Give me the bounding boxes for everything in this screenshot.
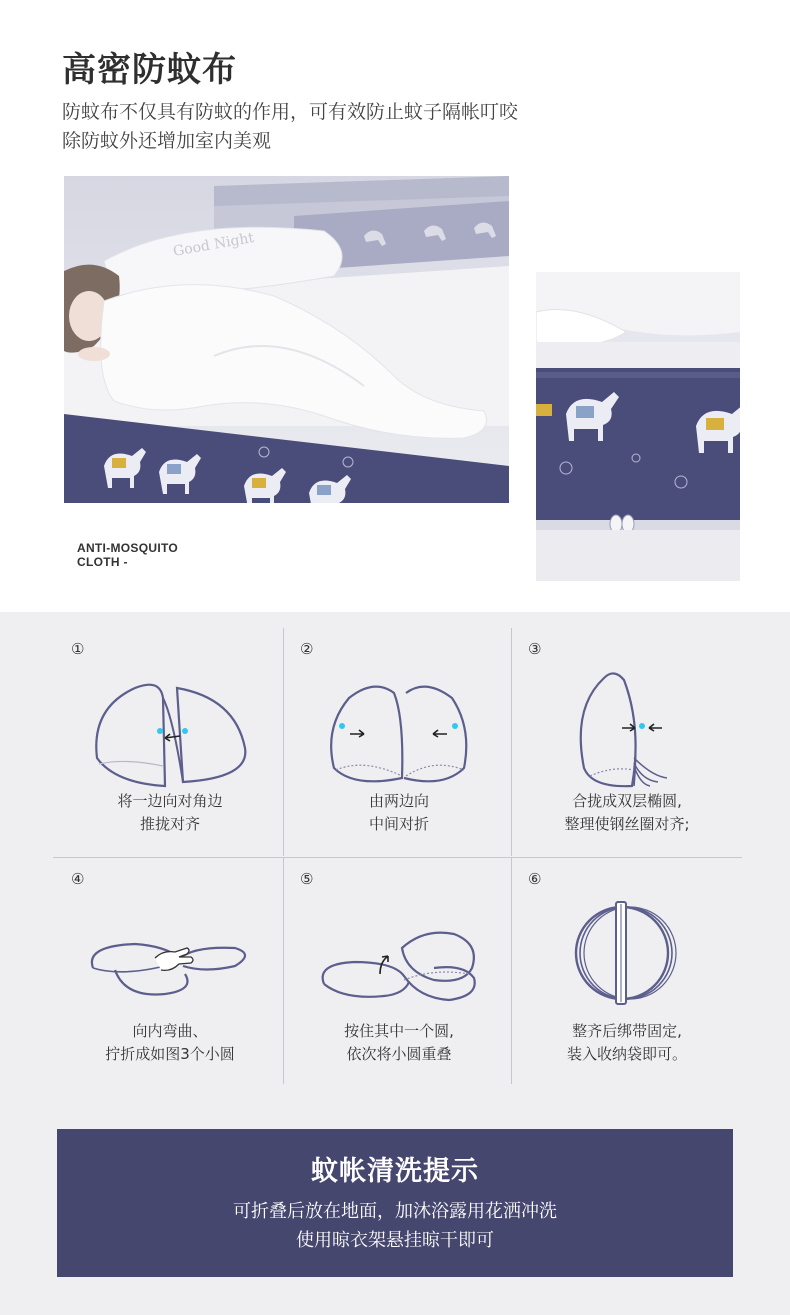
fold-step-3-illustration <box>542 658 712 788</box>
step-instruction: 按住其中一个圆, 依次将小圆重叠 <box>344 1022 454 1063</box>
arrow-icon <box>165 734 180 741</box>
arrow-icon <box>649 724 662 731</box>
section-description <box>62 98 622 156</box>
description-line-2: 除防蚊外还增加室内美观 <box>62 130 272 152</box>
step-5 <box>284 860 514 1088</box>
description-line-1: 防蚊布不仅具有防蚊的作用，可有效防止蚊子隔帐叮咬 <box>62 101 519 123</box>
pillow-print: Good Night <box>171 229 256 260</box>
fold-step-6-illustration <box>542 888 712 1018</box>
arrow-icon <box>622 724 635 731</box>
section-title: 高密防蚊布 <box>62 50 237 90</box>
washing-tip-line-1: 可折叠后放在地面，加沐浴露用花洒冲洗 <box>233 1201 557 1222</box>
product-photo-main <box>64 176 509 503</box>
washing-tip-line-2: 使用晾衣架悬挂晾干即可 <box>296 1230 494 1251</box>
step-3 <box>512 630 742 858</box>
step-instruction: 向内弯曲、 拧折成如图3个小圆 <box>105 1022 235 1063</box>
washing-tip-banner <box>57 1129 733 1277</box>
fold-step-5-illustration <box>314 888 484 1018</box>
step-number: ① <box>71 640 85 658</box>
step-number: ⑤ <box>300 870 314 888</box>
step-instruction: 将一边向对角边 推拢对齐 <box>117 792 223 833</box>
step-instruction: 整齐后绑带固定, 装入收纳袋即可。 <box>566 1022 687 1063</box>
step-2 <box>284 630 514 858</box>
step-4 <box>55 860 285 1088</box>
fold-step-2-illustration <box>314 658 484 788</box>
arrow-icon <box>350 730 364 737</box>
step-instruction: 由两边向 中间对折 <box>368 792 429 833</box>
step-instruction: 合拢成双层椭圆, 整理使钢丝圈对齐; <box>564 792 690 833</box>
washing-tip-title: 蚊帐清洗提示 <box>311 1156 479 1187</box>
step-6 <box>512 860 742 1088</box>
english-caption: ANTI-MOSQUITO CLOTH - <box>77 541 179 569</box>
step-number: ⑥ <box>528 870 542 888</box>
product-photo-closeup <box>536 272 740 581</box>
step-1 <box>55 630 285 858</box>
step-number: ② <box>300 640 314 658</box>
fold-step-4-illustration <box>85 888 255 1018</box>
fold-step-1-illustration <box>85 658 255 788</box>
step-number: ③ <box>528 640 542 658</box>
step-number: ④ <box>71 870 85 888</box>
arrow-icon <box>433 730 447 737</box>
